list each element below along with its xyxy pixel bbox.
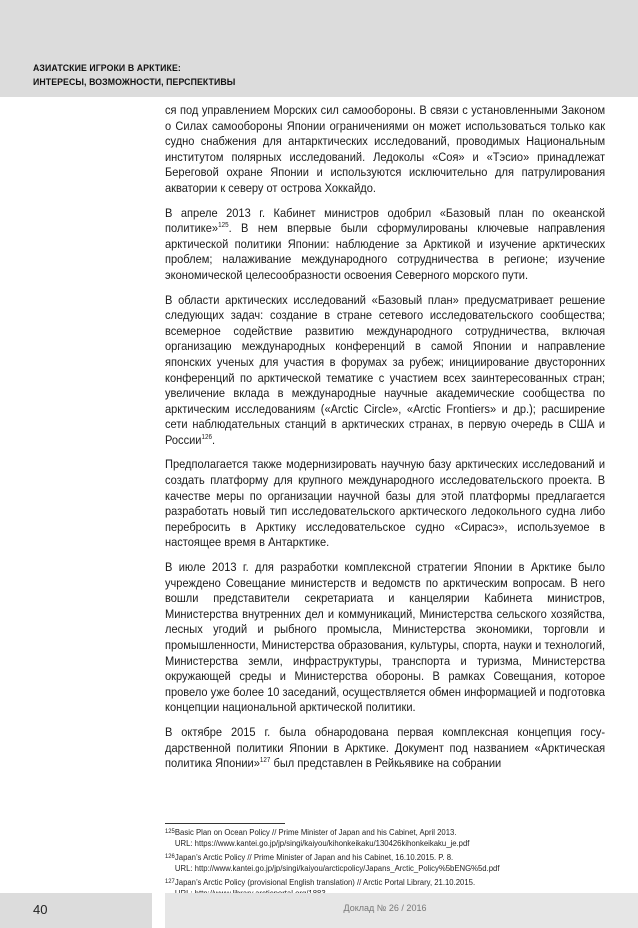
paragraph-6-text-b: был представлен в Рейкьявике на собрании <box>270 756 502 771</box>
footnote-body <box>175 852 500 874</box>
footnote-number: 125 <box>165 828 175 835</box>
report-label: Доклад № 26 / 2016 <box>343 903 427 913</box>
paragraph-1: ся под управлением Морских сил самообороны. В связи с установленными Законом о Силах самообороны Японии ограничениями он может использоваться только как судно снабжения для антарктических исследований, проводимых Национальным институтом полярных исследований. Ледоколы «Соя» и «Тэсио» принадлежат Береговой охране Японии и используются исключительно для патрулирования акватории к северу от острова Хоккайдо. <box>165 103 606 195</box>
body-text <box>165 103 605 781</box>
footnote-ref-126[interactable]: 126 <box>201 433 213 441</box>
footnote-url[interactable]: URL: http://www.kantei.go.jp/jp/singi/kaiyou/arcticpolicy/Japans_Arctic_Policy%5bENG%5d.pdf <box>174 863 500 873</box>
paragraph-6-text-a: В октябре 2015 г. была обнародована первая комплексная концепция государственной политики Японии в Арктике. Документ под названием «Арктическая политика Японии» <box>165 724 606 771</box>
running-title-line-2: ИНТЕРЕСЫ, ВОЗМОЖНОСТИ, ПЕРСПЕКТИВЫ <box>33 77 236 88</box>
paragraph-5: В июле 2013 г. для разработки комплексной стратегии Японии в Арктике было учреждено Совещание министерств и ведомств по арктическим вопросам. В него вошли представители секретариата и канцелярии Кабинета министров, Министерства внутренних дел и коммуникаций, Министерства сельского хозяйства, лесных угодий и рыбного промысла, Министерства экономики, торговли и промышленности, Министерства образования, культуры, спорта, науки и технологий, Министерства земли, инфраструктуры, транспорта и туризма, Министерства окружающей среды и Министерства обороны. В рамках Совещания, которое провело уже более 10 заседаний, осуществляется обмен информацией и подготовка концепции национальной арктической политики. <box>165 560 606 715</box>
footnote-ref-127[interactable]: 127 <box>259 757 271 765</box>
footnote <box>165 827 605 849</box>
paragraph-2-text-a: В апреле 2013 г. Кабинет министров одобрил «Базовый план по океанской политике» <box>165 205 606 236</box>
footnote-number: 127 <box>165 878 175 885</box>
paragraph-3-text-a: В области арктических исследований «Базовый план» предусматривает решение следующих задач: создание в стране сетевого исследовательского сообщества; всемерное содействие развитию международного сотрудничества, включая организацию международных конференций в самой Японии и направление японских ученых для участия в форумах за рубеж; инициирование двусторонних конференций по арктической тематике с участием всех заинтересованных стран; увеличение вклада в международные научные академические сообщества по арктическим исследованиям («Arctic Circle», «Arctic Frontiers» и др.); расширение сети наблюдательных станций в арктических странах, в первую очередь в США и России <box>165 292 606 447</box>
paragraph-3 <box>165 293 605 449</box>
footnote <box>165 852 605 874</box>
page-number-box <box>0 893 152 928</box>
footnote-body <box>175 827 470 849</box>
footnote-url[interactable]: URL: https://www.kantei.go.jp/jp/singi/kaiyou/kihonkeikaku/130426kihonkeikaku_je.pdf <box>174 838 470 848</box>
footer <box>0 893 638 928</box>
paragraph-2-text-b: . В нем впервые были сформулированы ключевые направления арктической политики Японии: наблюдение за Арктикой и изучение арктических проблем; налаживание международного сотрудничества в регионе; изучение экономической целесообразности освоения Северного морского пути. <box>165 221 606 282</box>
footnote-number: 126 <box>165 853 175 860</box>
paragraph-4: Предполагается также модернизировать научную базу арктических исследований и создать платформу для крупного международного исследовательского проекта. В качестве меры по организации научной базы для этой платформы предлагается разработать новый тип исследовательского арктического ледокольного судна либо перебросить в Арктику исследовательское судно «Сирасэ», используемое в настоящее время в Антарктике. <box>165 457 606 550</box>
footnotes <box>165 827 605 902</box>
running-title <box>33 62 235 90</box>
footnote-ref-125[interactable]: 125 <box>218 222 229 230</box>
footnote-citation: Basic Plan on Ocean Policy // Prime Minister of Japan and his Cabinet, April 2013. <box>174 827 457 837</box>
footnote-citation: Japan’s Arctic Policy (provisional English translation) // Arctic Portal Library, 21.10.2015. <box>174 877 476 887</box>
paragraph-2 <box>165 206 605 284</box>
paragraph-3-text-b: . <box>212 432 216 447</box>
footnote-citation: Japan’s Arctic Policy // Prime Minister of Japan and his Cabinet, 16.10.2015. P. 8. <box>174 852 454 862</box>
footnote-divider <box>165 823 285 824</box>
paragraph-6 <box>165 725 605 772</box>
report-label-box <box>165 893 638 928</box>
running-title-line-1: АЗИАТСКИЕ ИГРОКИ В АРКТИКЕ: <box>33 63 181 74</box>
page-number: 40 <box>33 902 48 917</box>
